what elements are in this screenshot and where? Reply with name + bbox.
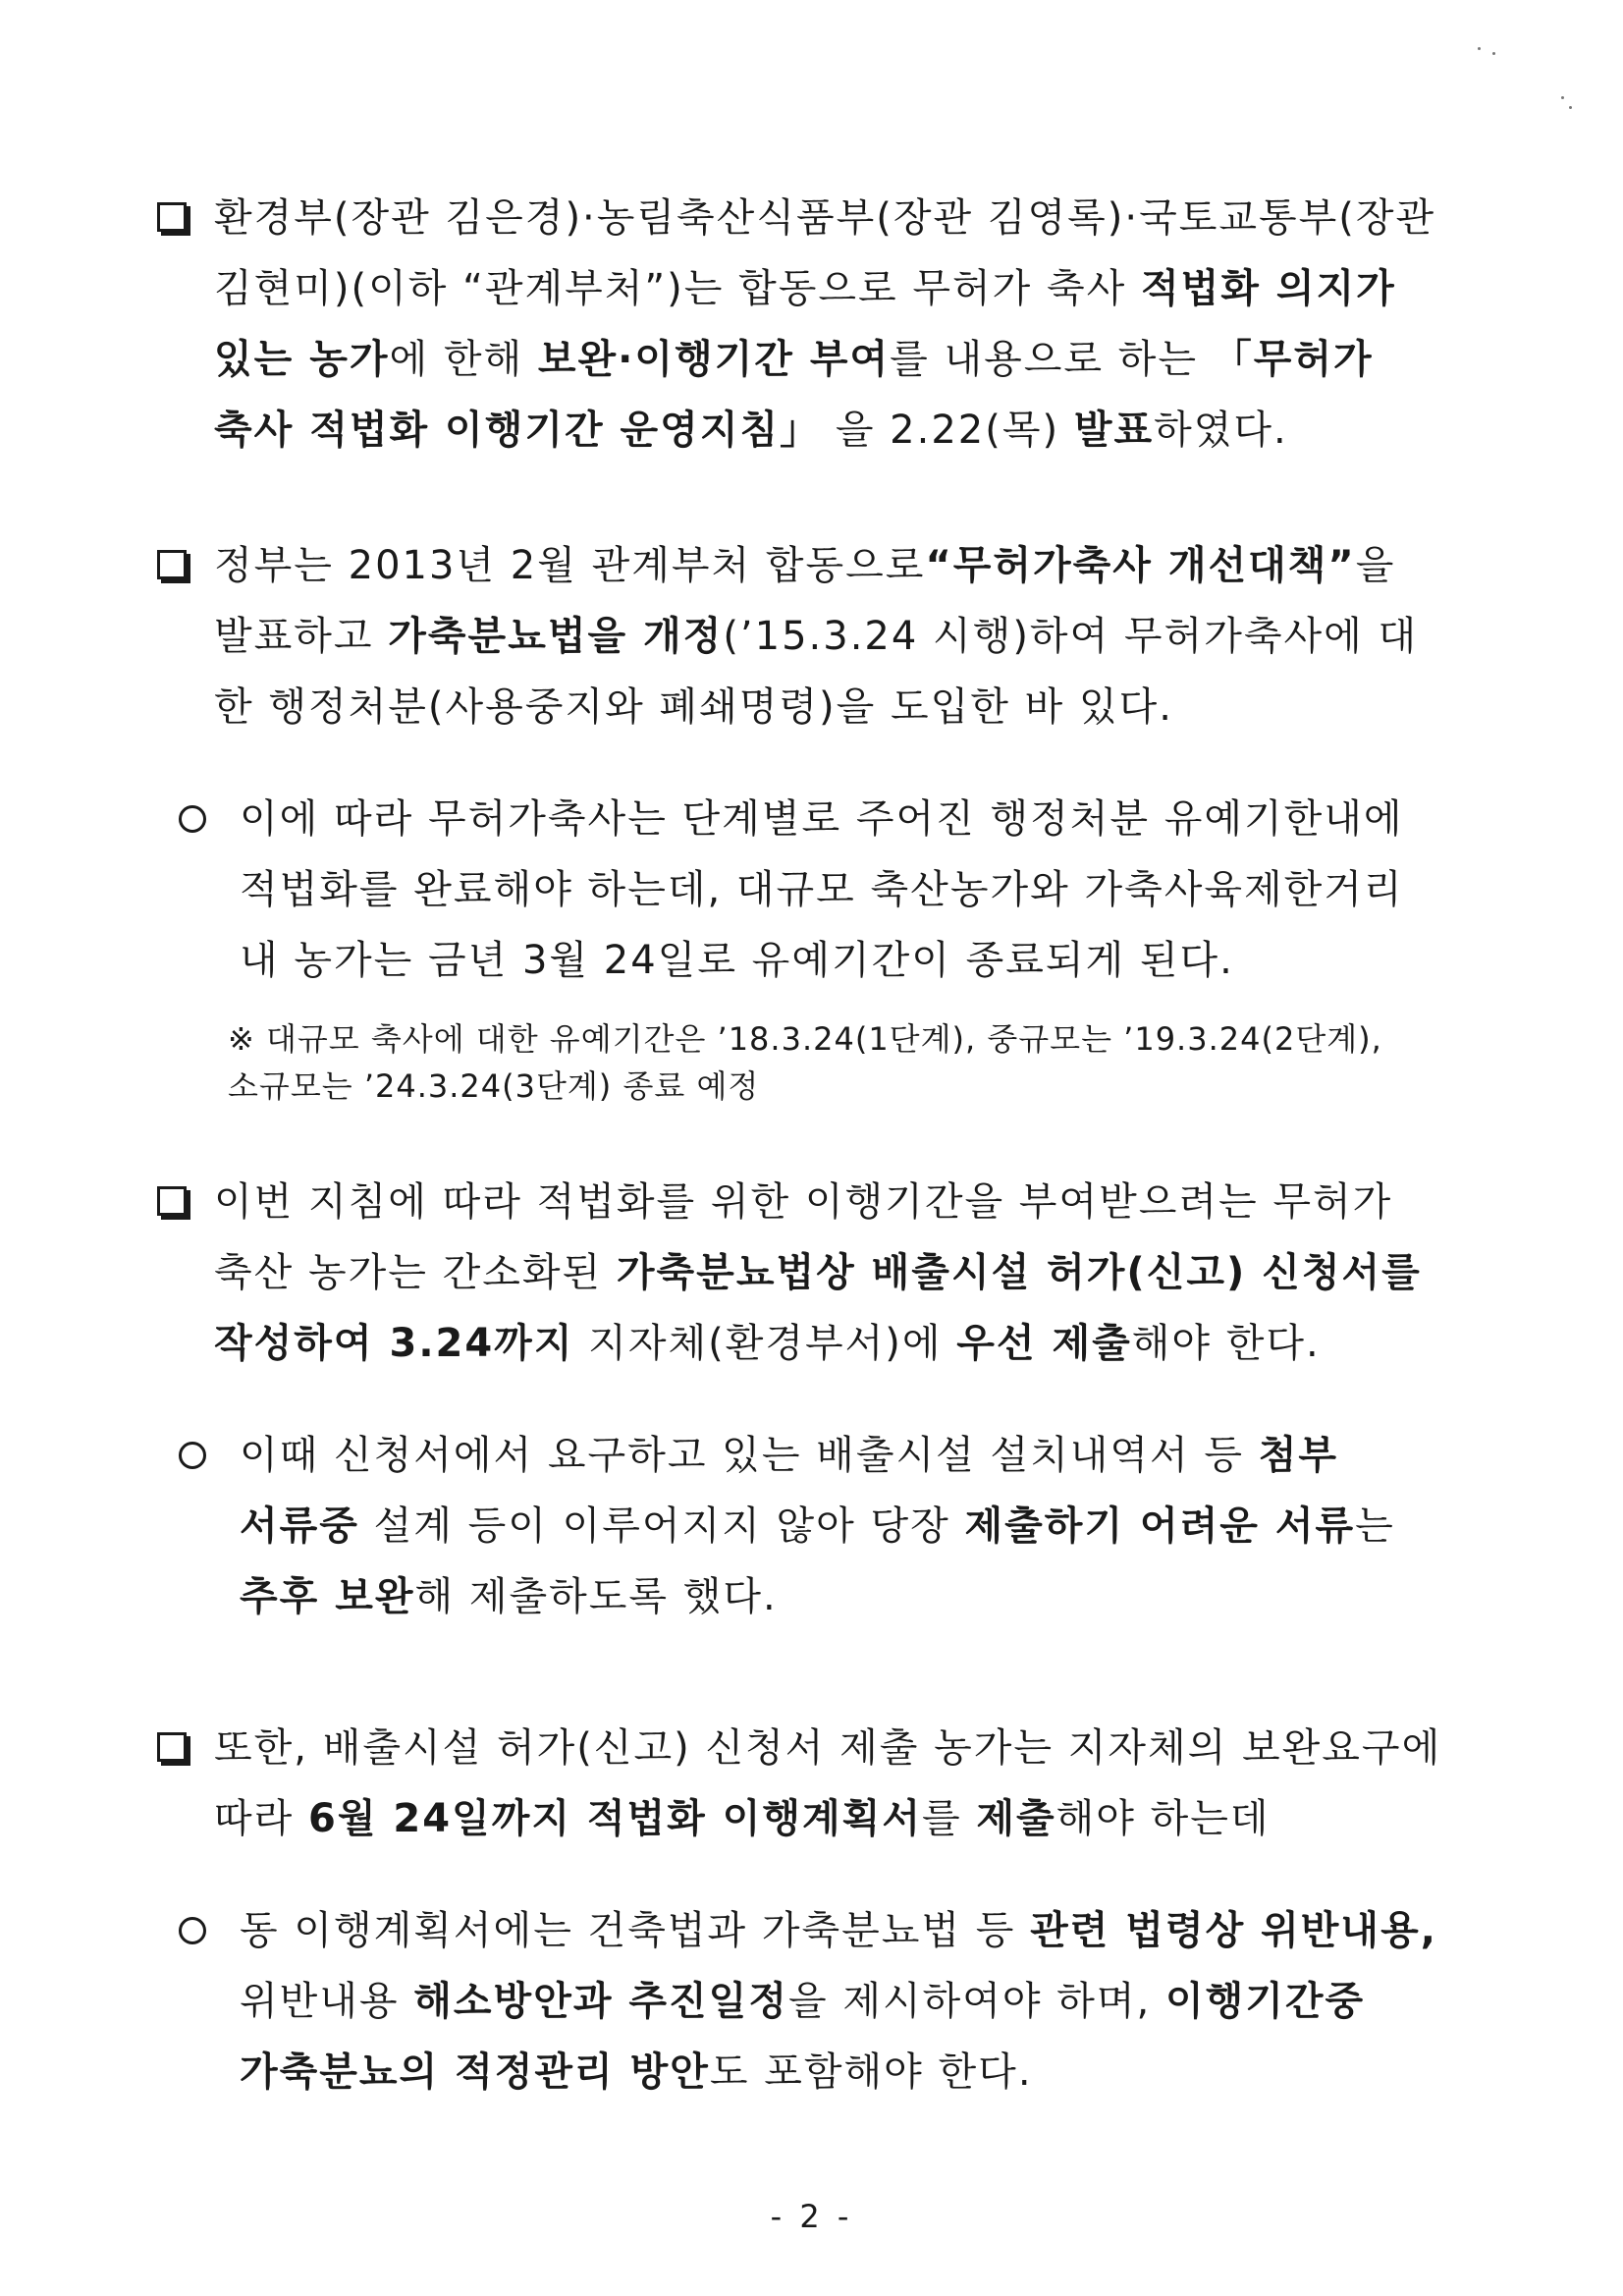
bold-text: 보완·이행기간 부여 (537, 337, 891, 382)
text-run: 이에 따라 무허가축사는 단계별로 주어진 행정처분 유예기한내에 (240, 796, 1404, 842)
text-run: 해야 하는데 (1055, 1796, 1271, 1841)
text-run: 해야 한다. (1131, 1321, 1321, 1366)
text-run: (’15.3.24 시행)하여 무허가축사에 대 (723, 614, 1419, 659)
paragraph-line (214, 403, 1288, 458)
text-run: 동 이행계획서에는 건축법과 가축분뇨법 등 (240, 1908, 1031, 1953)
paragraph-line (214, 1721, 1441, 1776)
text-run: 정부는 2013년 2월 관계부처 합동으로 (214, 543, 926, 588)
square-bullet-icon (157, 550, 187, 579)
bold-text: 가축분뇨법을 개정 (388, 614, 724, 659)
text-run: 를 내용으로 하는 (890, 337, 1213, 382)
text-run: 해 제출하도록 했다. (414, 1574, 778, 1619)
paragraph-line (214, 1316, 1321, 1371)
paragraph-line (240, 1974, 1365, 2029)
paragraph-line (240, 862, 1404, 917)
note-line (228, 1017, 1382, 1061)
text-run: 을 제시하여야 하며, (787, 1979, 1165, 2024)
text-run: 따라 (214, 1796, 308, 1841)
bold-text: 서류중 (240, 1503, 359, 1549)
bold-text: 제출 (976, 1796, 1056, 1841)
text-run: ※ 대규모 축사에 대한 유예기간은 ’18.3.24(1단계), 중규모는 ’19.3.24(2단계), (228, 1020, 1382, 1058)
text-run: 내 농가는 금년 3월 24일로 유예기간이 종료되게 된다. (240, 938, 1234, 983)
text-run: 축산 농가는 간소화된 (214, 1250, 617, 1295)
bold-text: 가축분뇨의 적정관리 방안 (240, 2050, 710, 2095)
scan-speck (1569, 106, 1572, 109)
bold-text: 작성하여 3.24까지 (214, 1321, 574, 1366)
bold-text: 「무허가 (1212, 337, 1374, 382)
square-bullet-icon (157, 1732, 187, 1762)
bold-text: 발표 (1073, 408, 1155, 453)
bold-text: 축사 적법화 이행기간 운영지침」 (214, 408, 822, 453)
text-run: 을 2.22(목) (821, 408, 1074, 453)
bold-text: “무허가축사 개선대책” (925, 543, 1356, 588)
text-run: 환경부(장관 김은경)·농림축산식품부(장관 김영록)·국토교통부(장관 (214, 195, 1436, 241)
scan-speck (1478, 47, 1481, 50)
paragraph-line (240, 1569, 778, 1624)
text-run: 를 (921, 1796, 977, 1841)
paragraph-line (214, 1245, 1422, 1300)
bold-text: 해소방안과 추진일정 (413, 1979, 788, 2024)
page-number: - 2 - (770, 2198, 853, 2235)
text-run: 한 행정처분(사용중지와 폐쇄명령)을 도입한 바 있다. (214, 684, 1173, 730)
text-run: 설계 등이 이루어지지 않아 당장 (358, 1503, 965, 1549)
text-run: 이때 신청서에서 요구하고 있는 배출시설 설치내역서 등 (240, 1433, 1259, 1478)
text-run: 도 포함해야 한다. (709, 2050, 1033, 2095)
circle-bullet-icon (179, 1442, 206, 1469)
text-run: 김현미)(이하 “관계부처”)는 합동으로 무허가 축사 (214, 266, 1141, 311)
text-run: 적법화를 완료해야 하는데, 대규모 축산농가와 가축사육제한거리 (240, 867, 1404, 912)
bold-text: 가축분뇨법상 배출시설 허가(신고) 신청서를 (616, 1250, 1422, 1295)
text-run: 이번 지침에 따라 적법화를 위한 이행기간을 부여받으려는 무허가 (214, 1179, 1393, 1225)
paragraph-line (214, 261, 1396, 316)
circle-bullet-icon (179, 1917, 206, 1944)
bold-text: 우선 제출 (956, 1321, 1132, 1366)
paragraph-line (214, 1175, 1392, 1230)
bold-text: 이행기간중 (1164, 1979, 1366, 2024)
text-run: 발표하고 (214, 614, 389, 659)
note-line (228, 1065, 759, 1108)
paragraph-line (214, 680, 1173, 735)
paragraph-line (240, 2045, 1033, 2100)
bold-text: 있는 농가 (214, 337, 390, 382)
bold-text: 제출하기 어려운 서류 (964, 1503, 1356, 1549)
paragraph-line (240, 933, 1234, 988)
paragraph-line (214, 191, 1435, 246)
bold-text: 관련 법령상 위반내용, (1030, 1908, 1437, 1953)
text-run: 하였다. (1154, 408, 1288, 453)
paragraph-line (214, 609, 1418, 664)
scan-speck (1492, 52, 1495, 55)
bold-text: 첨부 (1258, 1433, 1339, 1478)
text-run: 에 한해 (389, 337, 538, 382)
paragraph-line (214, 538, 1395, 593)
paragraph-line (240, 1499, 1395, 1554)
scan-speck (1561, 96, 1564, 99)
text-run: 또한, 배출시설 허가(신고) 신청서 제출 농가는 지자체의 보완요구에 (214, 1725, 1442, 1771)
bold-text: 6월 24일까지 적법화 이행계획서 (308, 1796, 922, 1841)
paragraph-line (240, 1428, 1338, 1483)
paragraph-line (214, 1791, 1271, 1846)
text-run: 소규모는 ’24.3.24(3단계) 종료 예정 (228, 1067, 760, 1105)
text-run: 는 (1355, 1503, 1395, 1549)
text-run: 지자체(환경부서)에 (573, 1321, 957, 1366)
bold-text: 추후 보완 (240, 1574, 415, 1619)
paragraph-line (214, 332, 1374, 387)
paragraph-line (240, 1903, 1437, 1958)
text-run: 위반내용 (240, 1979, 414, 2024)
circle-bullet-icon (179, 805, 206, 833)
text-run: 을 (1355, 543, 1396, 588)
square-bullet-icon (157, 1186, 187, 1216)
square-bullet-icon (157, 202, 187, 232)
paragraph-line (240, 792, 1404, 847)
bold-text: 적법화 의지가 (1141, 266, 1396, 311)
